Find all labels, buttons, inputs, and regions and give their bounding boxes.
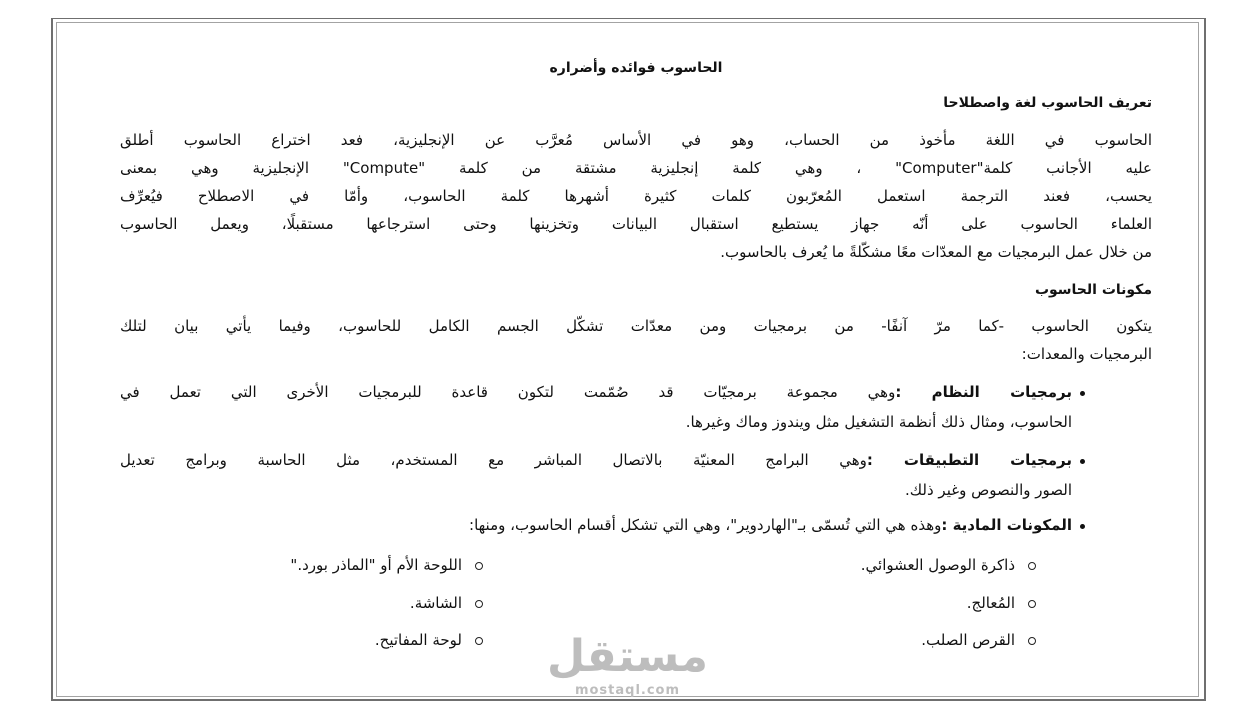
- hardware-item-processor: المُعالج.: [966, 594, 1015, 612]
- hardware-item-ram: ذاكرة الوصول العشوائي.: [860, 556, 1015, 574]
- paragraph-line: الحاسوب في اللغة مأخوذ من الحساب، وهو في الأساس مُعرَّب عن الإنجليزية، فعد اختراع الحاسوب أطلق: [120, 131, 1152, 149]
- definition-paragraph: [120, 126, 1152, 266]
- bullet-label: برمجيات التطبيقات :: [866, 451, 1073, 469]
- section-heading-definition: تعريف الحاسوب لغة واصطلاحا: [943, 95, 1152, 111]
- sub-bullet-icon: [475, 637, 483, 645]
- bullet-item-application-software: [120, 445, 1072, 505]
- paragraph-line: يحسب، فعند الترجمة استعمل المُعرّبون كلمات كثيرة أشهرها كلمة الحاسوب، وأمّا في الاصطلاح فيُعرِّف: [120, 187, 1152, 205]
- bullet-line: الصور والنصوص وغير ذلك.: [905, 481, 1072, 499]
- bullet-text: وهي مجموعة برمجيّات قد صُمّمت لتكون قاعدة للبرمجيات الأخرى التي تعمل في: [120, 383, 896, 401]
- sub-bullet-icon: [1028, 562, 1036, 570]
- bullet-icon: [1080, 459, 1085, 464]
- bullet-line: الحاسوب، ومثال ذلك أنظمة التشغيل مثل ويندوز وماك وغيرها.: [685, 413, 1072, 431]
- sub-bullet-icon: [1028, 637, 1036, 645]
- paragraph-line: يتكون الحاسوب -كما مرّ آنفًا- من برمجيات ومن معدّات تشكّل الجسم الكامل للحاسوب، وفيما يأتي بيان لتلك: [120, 317, 1152, 335]
- paragraph-line: البرمجيات والمعدات:: [1021, 345, 1152, 363]
- bullet-item-system-software: [120, 377, 1072, 437]
- section-heading-components: مكونات الحاسوب: [1034, 282, 1152, 298]
- sub-bullet-icon: [475, 562, 483, 570]
- hardware-item-keyboard: لوحة المفاتيح.: [374, 631, 462, 649]
- paragraph-line: عليه الأجانب كلمة"Computer" ، وهي كلمة إنجليزية مشتقة من كلمة "Compute" الإنجليزية وهي بمعنى: [120, 159, 1152, 177]
- bullet-line: [120, 510, 1072, 540]
- bullet-item-hardware: [120, 510, 1072, 540]
- document-title: الحاسوب فوائده وأضراره: [549, 60, 723, 76]
- bullet-text: وهي البرامج المعنيّة بالاتصال المباشر مع المستخدم، مثل الحاسبة وبرامج تعديل: [120, 451, 867, 469]
- bullet-line: [120, 445, 1072, 475]
- bullet-icon: [1080, 524, 1085, 529]
- components-intro-paragraph: [120, 312, 1152, 368]
- hardware-item-screen: الشاشة.: [409, 594, 462, 612]
- sub-bullet-icon: [1028, 600, 1036, 608]
- bullet-icon: [1080, 391, 1085, 396]
- paragraph-line: العلماء الحاسوب على أنّه جهاز يستطيع استقبال البيانات وتخزينها وحتى استرجاعها مستقبلًا، ويعمل الحاسوب: [120, 215, 1152, 233]
- watermark-site: mostaql.com: [574, 683, 681, 698]
- sub-bullet-icon: [475, 600, 483, 608]
- bullet-line: [120, 377, 1072, 407]
- hardware-item-motherboard: اللوحة الأم أو "الماذر بورد.": [290, 556, 462, 574]
- bullet-label: المكونات المادية :: [941, 516, 1072, 534]
- hardware-item-hard-disk: القرص الصلب.: [921, 631, 1015, 649]
- paragraph-line: من خلال عمل البرمجيات مع المعدّات معًا مشكّلةً ما يُعرف بالحاسوب.: [720, 243, 1152, 261]
- watermark-logo: مستقل: [547, 631, 708, 682]
- bullet-label: برمجيات النظام :: [895, 383, 1072, 401]
- bullet-text: وهذه هي التي تُسمّى بـ"الهاردوير"، وهي التي تشكل أقسام الحاسوب، ومنها:: [469, 516, 942, 534]
